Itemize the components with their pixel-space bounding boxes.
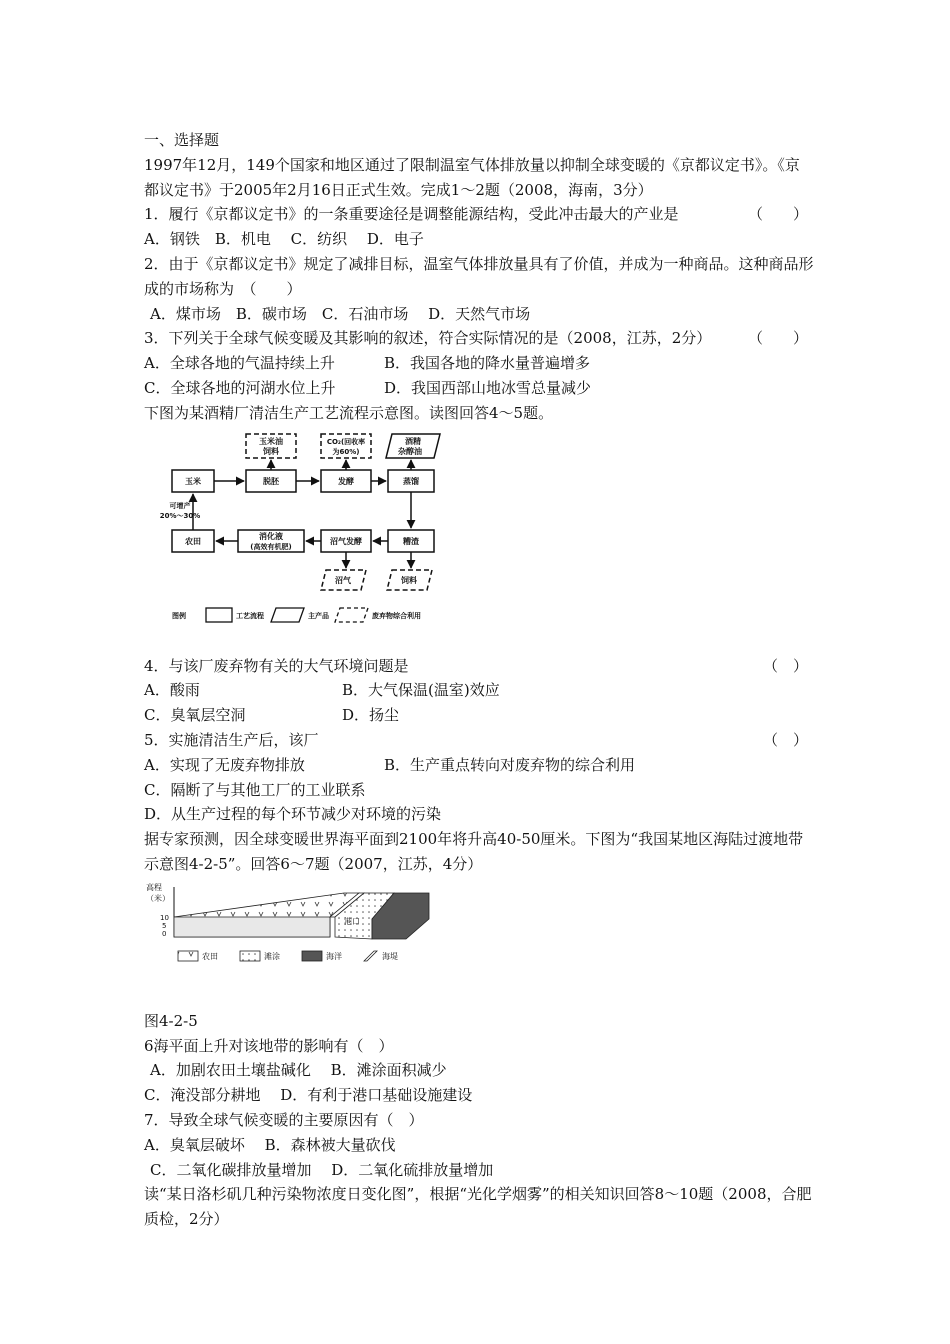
question-4-options-cd <box>144 703 814 728</box>
answer-paren: （ ） <box>762 730 808 749</box>
legend-label: 主产品 <box>308 611 329 620</box>
option-a: A．全球各地的气温持续上升 <box>144 354 335 373</box>
flow-label: 20%～30% <box>159 511 201 520</box>
option-d: D．扬尘 <box>342 706 400 725</box>
legend-sea-swatch <box>302 951 322 961</box>
question-3-options-ab <box>144 351 814 376</box>
option-b: B．我国各地的降水量普遍增多 <box>384 354 591 373</box>
y-axis-label: 高程 <box>146 882 162 892</box>
flow-label: 为60%) <box>332 447 360 456</box>
question-5 <box>144 728 814 753</box>
intro-flow: 下图为某酒精厂清洁生产工艺流程示意图。读图回答4～5题。 <box>144 403 554 422</box>
legend-label: 海洋 <box>326 951 342 961</box>
question-2-stem: 2．由于《京都议定书》规定了减排目标，温室气体排放量具有了价值，并成为一种商品。这种商品形成的市场称为 （ ） <box>144 254 814 298</box>
legend-flat-swatch <box>240 951 260 961</box>
option-a: A．酸雨 <box>144 681 200 700</box>
question-6-stem: 6海平面上升对该地带的影响有（ ） <box>144 1036 394 1055</box>
intro-kyoto: 1997年12月，149个国家和地区通过了限制温室气体排放量以抑制全球变暖的《京都议定书》。《京都议定书》于2005年2月16日正式生效。完成1～2题（2008，海南，3分） <box>144 155 800 199</box>
legend-title: 图例 <box>172 611 186 620</box>
option-a: A．实现了无废弃物排放 <box>144 755 305 774</box>
flow-label: 可增产 <box>169 501 191 510</box>
question-1-options: A．钢铁 B．机电 C．纺织 D．电子 <box>144 230 424 249</box>
intro-pollution: 读“某日洛杉矶几种污染物浓度日变化图”，根据“光化学烟雾”的相关知识回答8～10题（2008，合肥质检，2分） <box>144 1185 812 1229</box>
flow-label: 饲料 <box>401 575 417 585</box>
question-5-options-ab <box>144 753 814 778</box>
flow-label: 沼气发酵 <box>330 536 362 546</box>
section-title: 一、选择题 <box>144 131 220 149</box>
legend-field-swatch <box>178 951 198 961</box>
flow-label: 农田 <box>185 536 201 546</box>
intro-sea-level: 据专家预测，因全球变暖世界海平面到2100年将升高40-50厘米。下图为“我国某地区海陆过渡地带示意图4-2-5”。回答6～7题（2007，江苏，4分） <box>144 830 804 873</box>
question-6-options-2: C．淹没部分耕地 D．有利于港口基础设施建设 <box>144 1086 473 1105</box>
question-2-options: A．煤市场 B．碳市场 C．石油市场 D．天然气市场 <box>150 304 531 323</box>
flow-label: 沼气 <box>335 575 351 585</box>
legend-label: 海堤 <box>382 951 398 961</box>
question-4 <box>144 654 814 679</box>
question-1-stem: 1．履行《京都议定书》的一条重要途径是调整能源结构，受此冲击最大的产业是 <box>144 205 679 224</box>
legend-product-swatch <box>271 608 304 622</box>
process-flow-diagram <box>158 430 448 640</box>
option-c: C．臭氧层空洞 <box>144 706 246 725</box>
flow-label: 玉米 <box>185 476 201 486</box>
answer-paren: （ ） <box>747 205 808 224</box>
option-b: B．生产重点转向对废弃物的综合利用 <box>384 755 636 774</box>
flow-label: 消化液 <box>259 531 283 541</box>
flow-label: 玉米油 <box>259 436 283 446</box>
flow-label: CO₂(回收率 <box>326 437 366 446</box>
question-5-stem: 5．实施清洁生产后，该厂 <box>144 730 319 749</box>
option-b: B．大气保温(温室)效应 <box>342 681 500 700</box>
option-c: C．隔断了与其他工厂的工业联系 <box>144 780 366 799</box>
y-tick: 0 <box>162 929 167 938</box>
exam-page <box>144 128 814 1232</box>
coastal-profile-diagram <box>144 879 434 979</box>
legend-waste-swatch <box>335 608 368 622</box>
legend-label: 滩涂 <box>264 951 280 961</box>
answer-paren: （ ） <box>762 656 808 675</box>
figure-caption: 图4-2-5 <box>144 1011 198 1030</box>
flow-label: (高效有机肥) <box>250 542 292 551</box>
question-3 <box>144 326 814 351</box>
legend-process-swatch <box>206 608 232 622</box>
option-d: D．从生产过程的每个环节减少对环境的污染 <box>144 805 442 824</box>
option-d: D．我国西部山地冰雪总量减少 <box>384 378 592 397</box>
question-3-options-cd <box>144 376 814 401</box>
flow-label: 酒精 <box>405 436 421 446</box>
question-6-options-1: A．加剧农田土壤盐碱化 B．滩涂面积减少 <box>150 1061 447 1080</box>
flow-label: 饲料 <box>263 446 279 456</box>
question-7-stem: 7．导致全球气候变暖的主要原因有（ ） <box>144 1110 424 1129</box>
question-4-stem: 4．与该厂废弃物有关的大气环境问题是 <box>144 656 409 675</box>
flow-label: 杂醇油 <box>398 446 422 456</box>
flow-label: 脱胚 <box>263 476 279 486</box>
legend-dike-swatch <box>364 951 377 961</box>
y-axis-label: （米） <box>146 893 170 903</box>
option-c: C．全球各地的河湖水位上升 <box>144 378 336 397</box>
question-3-stem: 3．下列关于全球气候变暖及其影响的叙述，符合实际情况的是（2008，江苏，2分） <box>144 329 712 348</box>
legend-label: 农田 <box>202 951 218 961</box>
question-1 <box>144 202 814 227</box>
answer-paren: （ ） <box>747 329 808 348</box>
question-7-options-2: C．二氧化碳排放量增加 D．二氧化硫排放量增加 <box>150 1160 494 1179</box>
y-tick: 5 <box>162 921 167 930</box>
flow-label: 糟渣 <box>403 536 419 546</box>
port-label: 港口 <box>344 916 360 926</box>
y-tick: 10 <box>160 913 169 922</box>
question-7-options-1: A．臭氧层破坏 B．森林被大量砍伐 <box>144 1135 396 1154</box>
legend-label: 废弃物综合利用 <box>372 611 421 620</box>
flow-label: 蒸馏 <box>403 476 419 486</box>
legend-label: 工艺流程 <box>236 611 264 620</box>
flow-label: 发酵 <box>338 476 354 486</box>
question-4-options-ab <box>144 678 814 703</box>
